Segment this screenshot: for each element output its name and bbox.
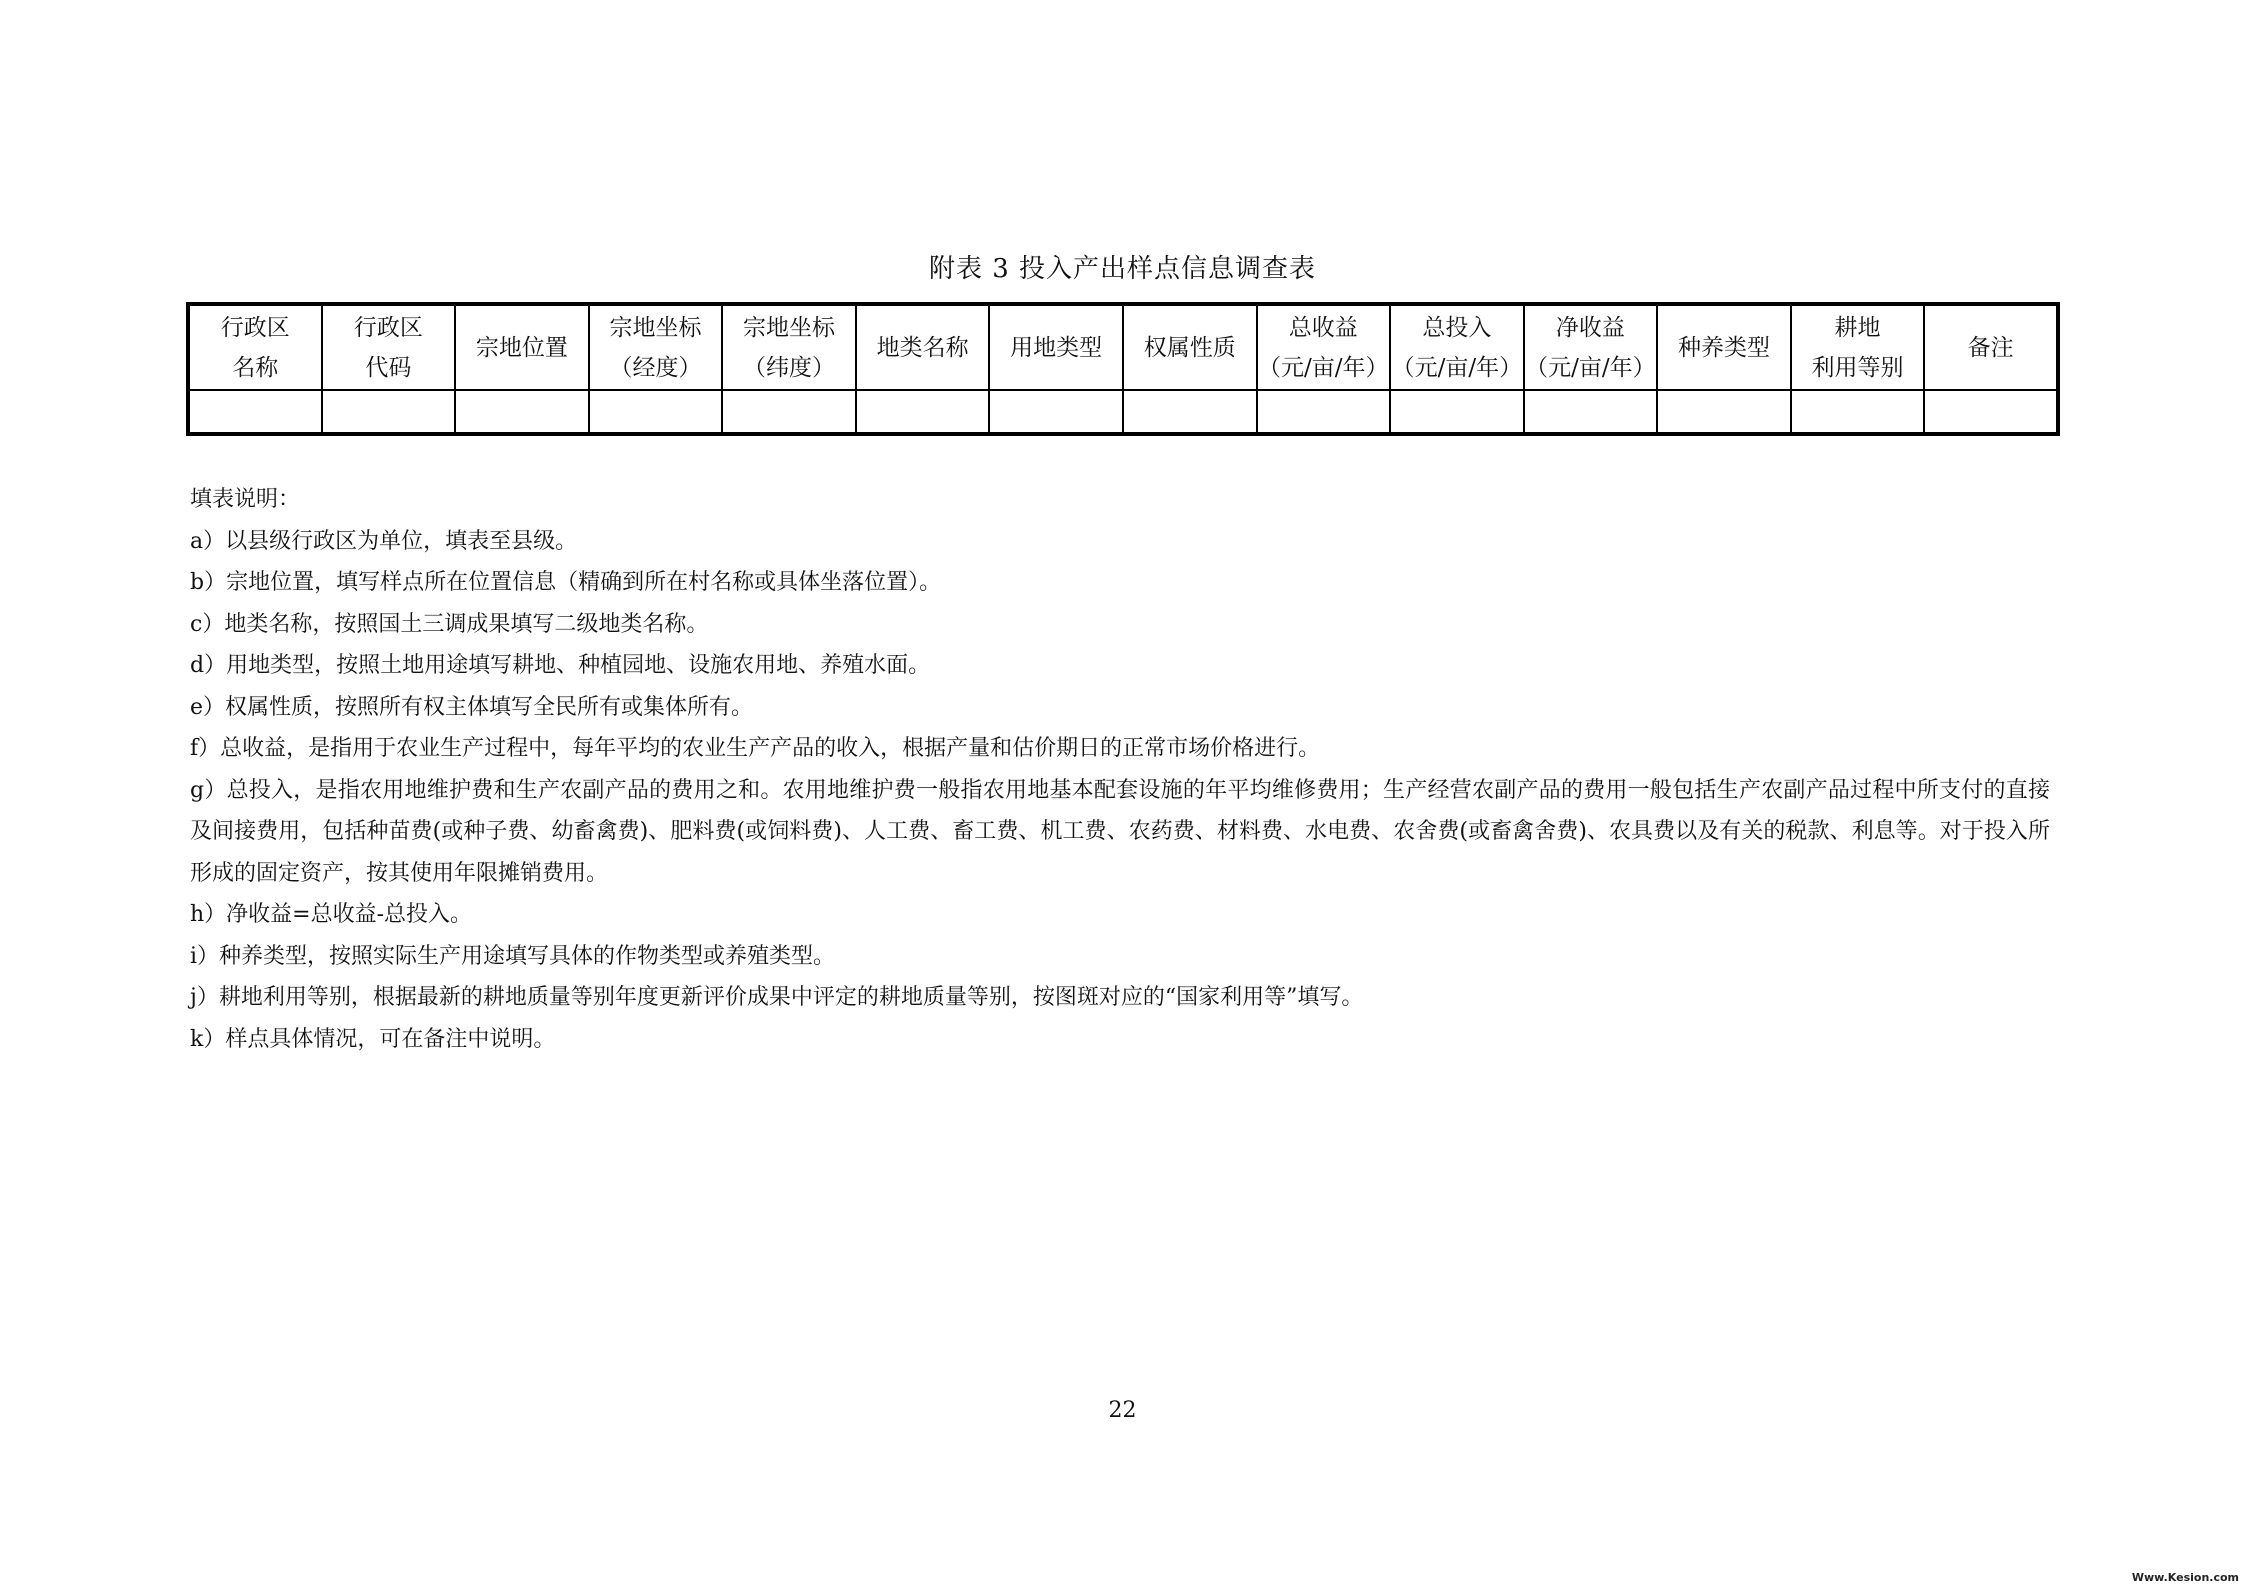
column-header bbox=[1657, 304, 1791, 390]
note-item: k）样点具体情况，可在备注中说明。 bbox=[190, 1026, 556, 1052]
column-header-line: 名称 bbox=[232, 354, 279, 381]
note-item: g）总投入，是指农用地维护费和生产农副产品的费用之和。农用地维护费一般指农用地基本配套设施的年平均维修费用；生产经营农副产品的费用一般包括生产农副产品过程中所支付的直接及间接费用，包括种苗费(或种子费、幼畜禽费)、肥料费(或饲料费)、人工费、畜工费、机工费、农药费、材料费、水电费、农舍费(或畜禽舍费)、农具费以及有关的税款、利息等。对于投入所形成的固定资产，按其使用年限摊销费用。 bbox=[190, 777, 2050, 886]
table-cell bbox=[1924, 390, 2058, 434]
column-header-line: 代码 bbox=[365, 354, 412, 381]
note-item: a）以县级行政区为单位，填表至县级。 bbox=[190, 528, 578, 554]
column-header bbox=[1524, 304, 1658, 390]
column-header bbox=[856, 304, 990, 390]
column-header-line: （元/亩/年） bbox=[1258, 354, 1389, 381]
table-cell bbox=[856, 390, 990, 434]
table-header bbox=[188, 304, 2058, 390]
table-cell bbox=[1657, 390, 1791, 434]
column-header bbox=[722, 304, 856, 390]
table-cell bbox=[1524, 390, 1658, 434]
table-cell bbox=[1257, 390, 1391, 434]
note-item: j）耕地利用等别，根据最新的耕地质量等别年度更新评价成果中评定的耕地质量等别，按图斑对应的“国家利用等”填写。 bbox=[190, 985, 1364, 1010]
filling-instructions bbox=[190, 479, 2050, 1060]
table-cell bbox=[322, 390, 456, 434]
column-header-line: 总收益 bbox=[1288, 314, 1358, 341]
watermark: Www.Kesion.com bbox=[2131, 1571, 2239, 1584]
column-header-line: 总投入 bbox=[1422, 314, 1492, 341]
column-header-line: 用地类型 bbox=[1010, 334, 1103, 361]
column-header bbox=[1257, 304, 1391, 390]
table-cell bbox=[722, 390, 856, 434]
column-header-line: 行政区 bbox=[353, 314, 423, 341]
table-cell bbox=[1123, 390, 1257, 434]
column-header-line: 备注 bbox=[1967, 334, 2014, 361]
note-item: c）地类名称，按照国土三调成果填写二级地类名称。 bbox=[190, 611, 709, 637]
table-body bbox=[188, 390, 2058, 434]
column-header-line: （经度） bbox=[609, 354, 702, 381]
table-title: 附表 3 投入产出样点信息调查表 bbox=[928, 254, 1317, 284]
note-item: i）种养类型，按照实际生产用途填写具体的作物类型或养殖类型。 bbox=[190, 943, 836, 969]
column-header bbox=[455, 304, 589, 390]
column-header-line: 种养类型 bbox=[1677, 334, 1770, 361]
note-item: e）权属性质，按照所有权主体填写全民所有或集体所有。 bbox=[190, 694, 754, 720]
column-header bbox=[989, 304, 1123, 390]
column-header-line: 耕地 bbox=[1834, 314, 1881, 341]
note-item: d）用地类型，按照土地用途填写耕地、种植园地、设施农用地、养殖水面。 bbox=[190, 653, 931, 678]
column-header bbox=[1390, 304, 1524, 390]
column-header-line: 宗地位置 bbox=[475, 334, 568, 361]
table-cell bbox=[989, 390, 1123, 434]
table-row bbox=[188, 390, 2058, 434]
header-row bbox=[188, 304, 2058, 390]
table-cell bbox=[188, 390, 322, 434]
survey-table-container bbox=[186, 302, 2060, 436]
table-cell bbox=[589, 390, 723, 434]
column-header-line: （元/亩/年） bbox=[1525, 354, 1656, 381]
column-header bbox=[1123, 304, 1257, 390]
note-item: b）宗地位置，填写样点所在位置信息（精确到所在村名称或具体坐落位置）。 bbox=[190, 570, 942, 595]
note-item: f）总收益，是指用于农业生产过程中，每年平均的农业生产产品的收入，根据产量和估价期日的正常市场价格进行。 bbox=[190, 736, 1321, 761]
column-header-line: 权属性质 bbox=[1143, 334, 1236, 361]
column-header-line: （纬度） bbox=[743, 354, 836, 381]
table-cell bbox=[455, 390, 589, 434]
column-header bbox=[188, 304, 322, 390]
column-header-line: 地类名称 bbox=[876, 334, 969, 361]
table-cell bbox=[1791, 390, 1925, 434]
column-header-line: 宗地坐标 bbox=[609, 314, 702, 341]
notes-list bbox=[190, 521, 2050, 1061]
column-header-line: （元/亩/年） bbox=[1391, 354, 1523, 381]
survey-table bbox=[186, 302, 2060, 436]
notes-title: 填表说明： bbox=[190, 487, 301, 512]
column-header-line: 行政区 bbox=[220, 314, 290, 341]
column-header bbox=[1791, 304, 1925, 390]
note-item: h）净收益=总收益-总投入。 bbox=[190, 902, 473, 927]
table-cell bbox=[1390, 390, 1524, 434]
page-number: 22 bbox=[1108, 1398, 1137, 1423]
column-header-line: 净收益 bbox=[1555, 314, 1625, 341]
column-header bbox=[322, 304, 456, 390]
column-header-line: 宗地坐标 bbox=[743, 314, 836, 341]
column-header-line: 利用等别 bbox=[1811, 354, 1904, 381]
column-header bbox=[589, 304, 723, 390]
column-header bbox=[1924, 304, 2058, 390]
